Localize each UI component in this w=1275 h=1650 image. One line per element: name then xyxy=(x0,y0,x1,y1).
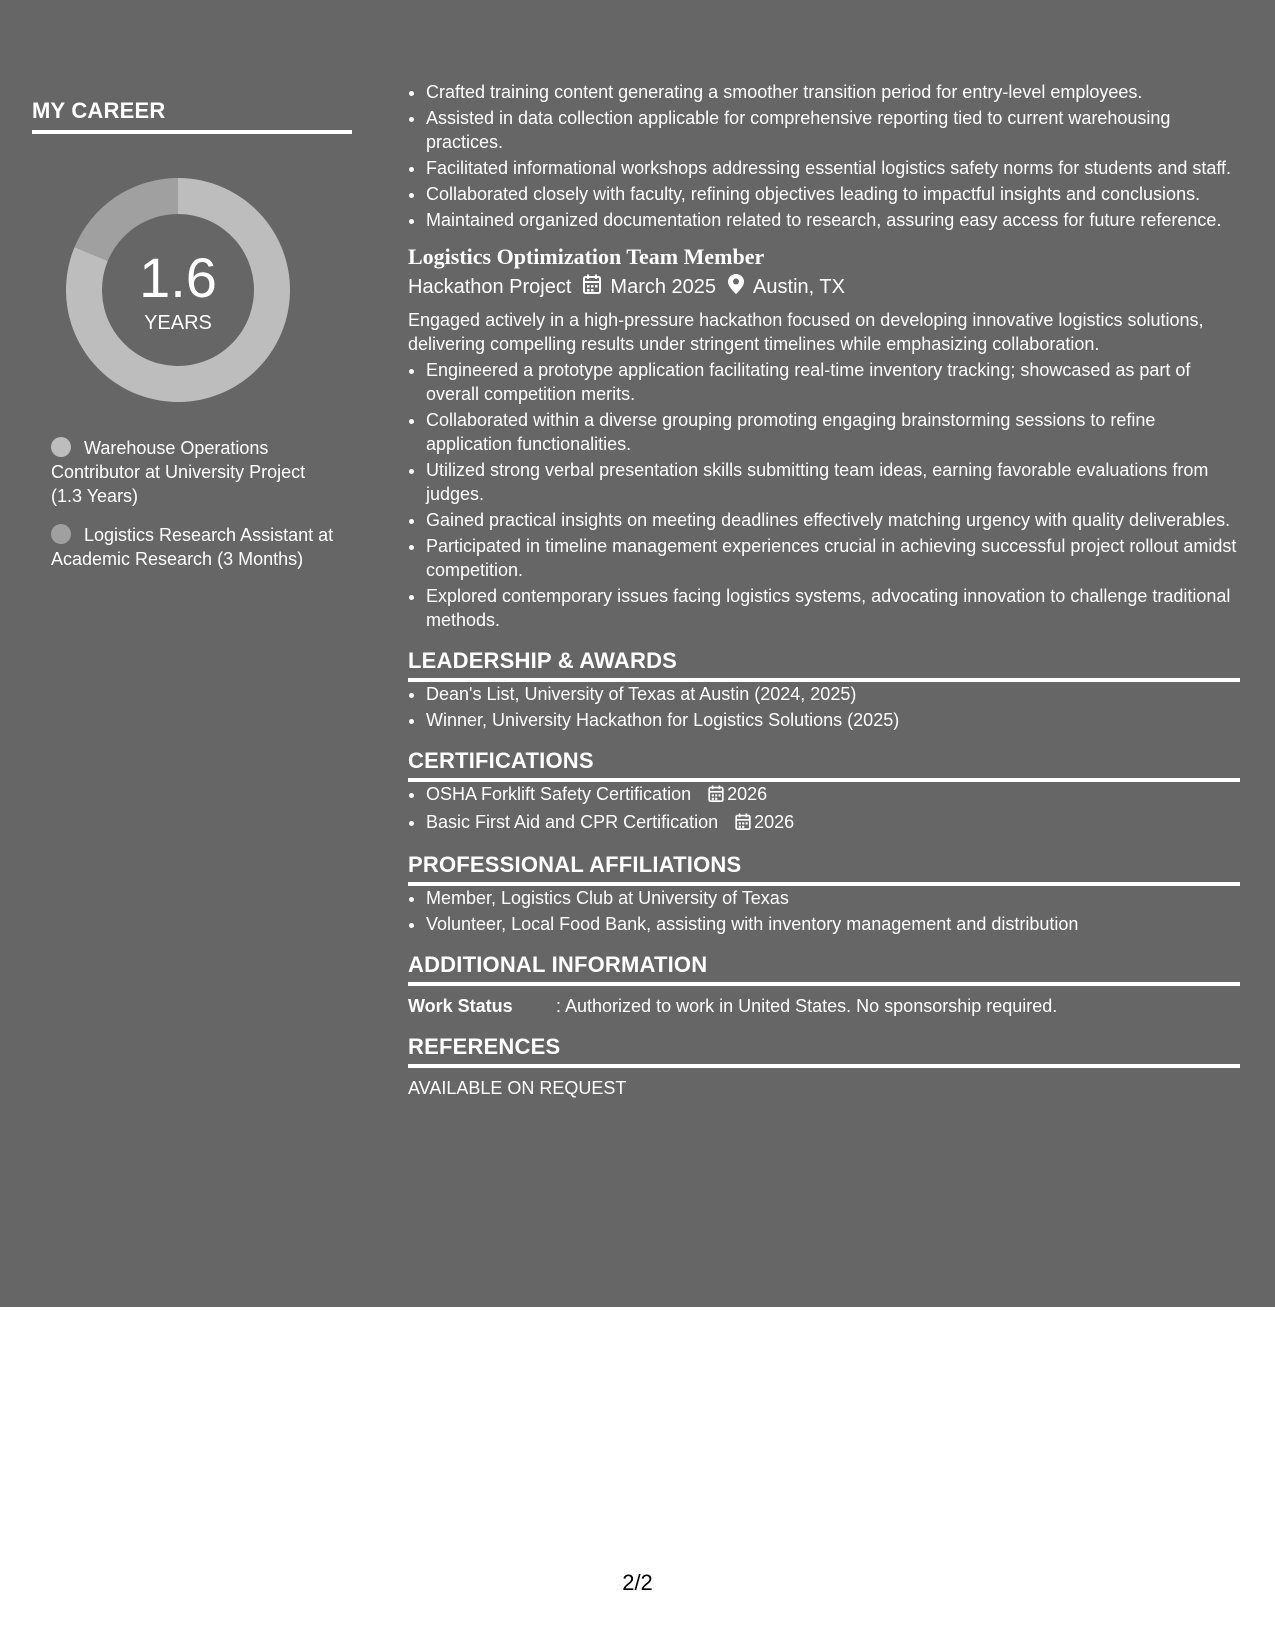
list-item xyxy=(426,810,1240,836)
donut-center-label xyxy=(66,178,290,402)
list-item xyxy=(426,782,1240,808)
list-item: • Winner, University Hackathon for Logistics Solutions (2025) xyxy=(426,708,1240,732)
affiliations-section-title: PROFESSIONAL AFFILIATIONS xyxy=(408,852,1240,886)
list-item: • Collaborated within a diverse grouping promoting engaging brainstorming sessions to refine application functionalities. xyxy=(426,408,1240,456)
work-status-key: Work Status xyxy=(408,996,513,1016)
previous-job-bullets xyxy=(408,80,1240,232)
list-item: • Explored contemporary issues facing logistics systems, advocating innovation to challenge traditional methods. xyxy=(426,584,1240,632)
certification-name: Basic First Aid and CPR Certification xyxy=(426,812,719,832)
main-content xyxy=(408,80,1240,1100)
calendar-icon xyxy=(735,812,751,836)
certifications-list xyxy=(408,782,1240,836)
location-pin-icon xyxy=(728,274,744,300)
list-item: • Crafted training content generating a smoother transition period for entry-level employees. xyxy=(426,80,1240,104)
references-text: AVAILABLE ON REQUEST xyxy=(408,1078,627,1098)
career-section-title: MY CAREER xyxy=(32,98,352,134)
list-item: • Collaborated closely with faculty, refining objectives leading to impactful insights and conclusions. xyxy=(426,182,1240,206)
career-legend-item xyxy=(51,436,336,508)
calendar-icon xyxy=(708,784,724,808)
job-bullets xyxy=(408,358,1240,632)
leadership-list xyxy=(408,682,1240,732)
list-item: • Member, Logistics Club at University of Texas xyxy=(426,886,1240,910)
additional-info-section-title: ADDITIONAL INFORMATION xyxy=(408,952,1240,986)
certification-name: OSHA Forklift Safety Certification xyxy=(426,784,692,804)
certification-year: 2026 xyxy=(727,784,768,804)
calendar-icon xyxy=(583,274,601,300)
work-status-row xyxy=(408,994,1240,1018)
job-title: Logistics Optimization Team Member xyxy=(408,244,765,269)
career-sidebar xyxy=(32,98,352,569)
career-legend-label: Logistics Research Assistant at Academic Research (3 Months) xyxy=(51,525,334,569)
total-years-unit: YEARS xyxy=(144,312,212,334)
list-item: • Dean's List, University of Texas at Austin (2024, 2025) xyxy=(426,682,1240,706)
job-organization: Hackathon Project xyxy=(408,275,572,298)
list-item: • Maintained organized documentation related to research, assuring easy access for future reference. xyxy=(426,208,1240,232)
leadership-section-title: LEADERSHIP & AWARDS xyxy=(408,648,1240,682)
references-section-title: REFERENCES xyxy=(408,1034,1240,1068)
affiliations-list xyxy=(408,886,1240,936)
list-item: • Participated in timeline management experiences crucial in achieving successful project rollout amidst competition. xyxy=(426,534,1240,582)
work-status-value: : Authorized to work in United States. No sponsorship required. xyxy=(556,996,1058,1016)
career-donut-chart xyxy=(66,178,290,402)
total-years-value: 1.6 xyxy=(139,246,217,309)
list-item: • Gained practical insights on meeting deadlines effectively matching urgency with quality deliverables. xyxy=(426,508,1240,532)
list-item: • Facilitated informational workshops addressing essential logistics safety norms for students and staff. xyxy=(426,156,1240,180)
career-legend-item xyxy=(51,523,336,571)
list-item: • Volunteer, Local Food Bank, assisting with inventory management and distribution xyxy=(426,912,1240,936)
list-item: • Assisted in data collection applicable for comprehensive reporting tied to current warehousing practices. xyxy=(426,106,1240,154)
legend-dot-icon xyxy=(51,437,71,457)
list-item: • Utilized strong verbal presentation skills submitting team ideas, earning favorable evaluations from judges. xyxy=(426,458,1240,506)
legend-dot-icon xyxy=(51,524,71,544)
certification-year: 2026 xyxy=(754,812,795,832)
job-location: Austin, TX xyxy=(753,275,845,298)
career-legend xyxy=(51,436,336,586)
career-legend-label: Warehouse Operations Contributor at University Project (1.3 Years) xyxy=(51,438,306,506)
job-description: Engaged actively in a high-pressure hackathon focused on developing innovative logistics solutions, delivering compelling results under stringent timelines while emphasizing collaboration. xyxy=(408,310,1204,354)
list-item: • Engineered a prototype application facilitating real-time inventory tracking; showcased as part of overall competition merits. xyxy=(426,358,1240,406)
job-meta xyxy=(408,274,1240,300)
page-number: 2/2 xyxy=(622,1570,653,1595)
job-date: March 2025 xyxy=(610,275,717,298)
certifications-section-title: CERTIFICATIONS xyxy=(408,748,1240,782)
